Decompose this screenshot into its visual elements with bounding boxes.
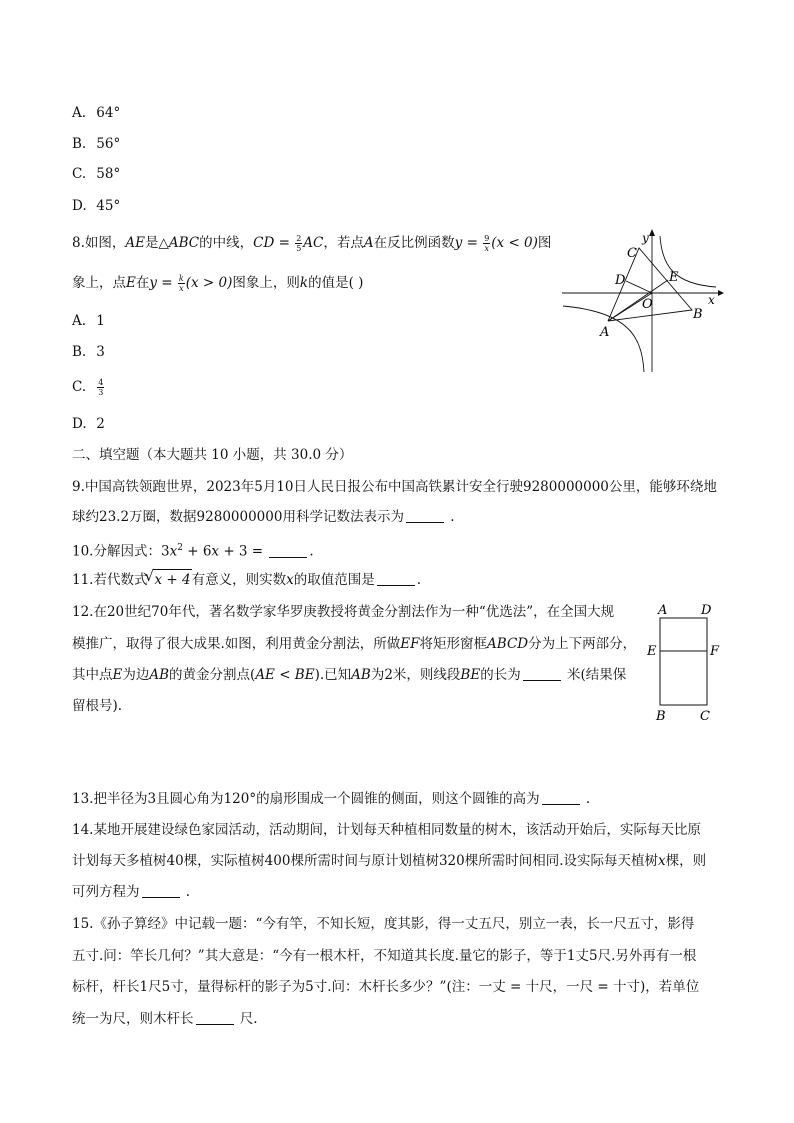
option-label: B. xyxy=(72,344,87,360)
text: ，若点 xyxy=(323,235,364,251)
math: y xyxy=(149,275,157,291)
math: E xyxy=(112,667,123,683)
q8-figure xyxy=(560,226,730,374)
text: 尺. xyxy=(239,1011,258,1027)
label-b: B xyxy=(693,307,703,322)
q9-line-2 xyxy=(72,507,455,527)
q8-option-c xyxy=(72,377,105,397)
triangle-symbol: △ xyxy=(158,235,169,251)
math: AE < BE xyxy=(255,667,315,683)
answer-blank[interactable] xyxy=(269,543,307,558)
fraction xyxy=(178,274,185,293)
denominator: x xyxy=(179,284,184,293)
math: ABC xyxy=(168,235,200,251)
math: EF xyxy=(400,636,420,652)
text: 米(结果保 xyxy=(567,667,627,683)
q14-line-3 xyxy=(72,882,190,902)
q15-line-2: 五寸.问：竿长几何？”其大意是：“今有一根木杆，不知道其长度.量它的影子，等于1丈5尺.另外再有一根 xyxy=(72,948,697,964)
q13-line xyxy=(72,789,590,809)
text: 图 xyxy=(537,235,552,251)
q15-line-4 xyxy=(72,1009,258,1029)
answer-blank[interactable] xyxy=(142,883,180,898)
text: . xyxy=(309,543,314,560)
text: 统一为尺，则木杆长 xyxy=(72,1011,194,1027)
q12-line-2 xyxy=(72,634,636,654)
text: 模推广，取得了很大成果.如图，利用黄金分割法，所做 xyxy=(72,636,401,652)
q8-line-1 xyxy=(72,233,551,253)
option-label: A. xyxy=(72,313,87,329)
sqrt-icon: √ xyxy=(144,567,155,585)
text: 将矩形窗框 xyxy=(419,636,488,652)
math: AE xyxy=(125,235,145,251)
math: (x > 0) xyxy=(185,275,233,291)
text: 13.把半径为3且圆心角为120°的扇形围成一个圆锥的侧面，则这个圆锥的高为 xyxy=(72,791,540,807)
q7-option-c xyxy=(72,164,120,184)
segment-do xyxy=(626,281,652,293)
label-y: y xyxy=(642,231,649,245)
numerator: 9 xyxy=(484,234,490,243)
text: 10.分解因式：3 xyxy=(72,543,170,560)
text: 在反比例函数 xyxy=(373,235,455,251)
text: 的黄金分割点( xyxy=(169,667,256,683)
fraction xyxy=(295,234,302,253)
q7-option-b xyxy=(72,134,120,154)
radicand: x + 4 xyxy=(154,572,191,588)
q12-line-1: 12.在20世纪70年代，著名数学家华罗庚教授将黄金分割法作为一种“优选法”，在全国大规 xyxy=(72,604,615,620)
option-text: 64° xyxy=(96,105,121,121)
q14-line-2 xyxy=(72,851,706,871)
label-c: C xyxy=(627,246,637,261)
fraction xyxy=(483,234,490,253)
option-label: D. xyxy=(72,198,87,214)
text: 球约23.2万圈，数据9280000000用科学记数法表示为 xyxy=(72,509,404,525)
label-f: F xyxy=(710,644,720,659)
option-label: A. xyxy=(72,105,87,121)
q14-line-1: 14.某地开展建设绿色家园活动，活动期间，计划每天种植相同数量的树木，该活动开始后，实际每天比原 xyxy=(72,822,701,838)
math: A xyxy=(363,235,374,251)
text: 是 xyxy=(145,235,159,251)
label-b: B xyxy=(656,709,666,724)
numerator: 2 xyxy=(296,234,302,243)
label-e: E xyxy=(669,270,679,285)
text: 象上，点 xyxy=(72,275,126,291)
text: 在 xyxy=(135,275,150,291)
text: 图象上，则 xyxy=(232,275,300,291)
q7-option-d xyxy=(72,196,120,216)
label-e: E xyxy=(647,644,657,659)
label-a: A xyxy=(600,325,610,340)
text: 为边 xyxy=(122,667,150,683)
text: 的长为 xyxy=(480,667,521,683)
label-d: D xyxy=(701,603,712,618)
math: AB xyxy=(149,667,170,683)
label-x: x xyxy=(708,293,715,307)
option-label: B. xyxy=(72,136,87,152)
text: ).已知 xyxy=(314,667,352,683)
text: 的中线， xyxy=(199,235,254,251)
text: 11.若代数式 xyxy=(72,572,148,588)
math: BE xyxy=(460,667,481,683)
fraction xyxy=(97,378,104,397)
text: 计划每天多植树40棵，实际植树400棵所需时间与原计划植树320棵所需时间相同.设实际每天植树 xyxy=(72,853,659,869)
option-text: 2 xyxy=(96,416,105,432)
math: x xyxy=(169,543,178,560)
text: 为2米，则线段 xyxy=(370,667,461,683)
q15-line-3: 标杆，杆长1尺5寸，量得标杆的影子为5寸.问：木杆长多少？”(注：一丈 = 十尺，一尺 = 十寸)，若单位 xyxy=(72,979,700,995)
math: E xyxy=(126,275,136,291)
math: k xyxy=(299,275,309,291)
math: ABCD xyxy=(487,636,529,652)
label-a: A xyxy=(658,603,668,618)
q12-line-3 xyxy=(72,665,626,685)
denominator: 3 xyxy=(98,388,104,397)
label-o: O xyxy=(642,297,653,312)
answer-blank[interactable] xyxy=(196,1010,234,1025)
label-c: C xyxy=(700,709,710,724)
option-text: 45° xyxy=(96,198,121,214)
answer-blank[interactable] xyxy=(542,790,580,805)
math: + 6 xyxy=(182,543,212,560)
section-heading: 二、填空题（本大题共 10 小题，共 30.0 分） xyxy=(72,447,353,463)
text: 其中点 xyxy=(72,667,113,683)
text: . xyxy=(585,791,591,807)
x-axis-arrow xyxy=(718,290,724,296)
answer-blank[interactable] xyxy=(406,508,444,523)
math: = xyxy=(462,235,483,251)
sqrt xyxy=(144,567,191,590)
math: + 3 = xyxy=(219,543,268,560)
math: y xyxy=(454,235,463,251)
text: 如图， xyxy=(84,235,126,251)
option-label: C. xyxy=(72,379,87,395)
q8-option-d xyxy=(72,414,105,434)
q8-option-b xyxy=(72,342,105,362)
q12-figure xyxy=(644,600,724,725)
text: . xyxy=(185,884,191,900)
math: AB xyxy=(351,667,371,683)
text: 的取值范围是 xyxy=(293,572,375,588)
math: x xyxy=(211,543,220,560)
y-axis-arrow xyxy=(649,229,655,236)
math: (x < 0) xyxy=(491,235,538,251)
exponent: 2 xyxy=(177,543,183,553)
answer-blank[interactable] xyxy=(523,666,561,681)
text: 有意义，则实数 xyxy=(191,572,287,588)
option-label: C. xyxy=(72,166,87,182)
option-text: 1 xyxy=(96,313,105,329)
denominator: 5 xyxy=(296,244,302,253)
q12-line-4: 留根号). xyxy=(72,698,123,714)
math: = xyxy=(274,235,295,251)
denominator: x xyxy=(484,244,489,253)
label-d: D xyxy=(615,273,626,288)
math: x xyxy=(286,572,294,588)
numerator: k xyxy=(178,274,184,283)
option-text: 58° xyxy=(96,166,121,182)
text: 可列方程为 xyxy=(72,884,140,900)
math: AC xyxy=(303,235,324,251)
text: 的值是( ) xyxy=(308,275,364,291)
answer-blank[interactable] xyxy=(377,571,415,586)
q7-option-a xyxy=(72,103,120,123)
text: 棵，则 xyxy=(665,853,707,869)
q8-option-a xyxy=(72,311,105,331)
option-text: 3 xyxy=(96,344,105,360)
q10-line xyxy=(72,538,314,562)
numerator: 4 xyxy=(98,378,104,387)
option-label: D. xyxy=(72,416,87,432)
option-text: 56° xyxy=(96,136,121,152)
math: = xyxy=(157,275,177,291)
text: . xyxy=(450,509,455,525)
q11-line xyxy=(72,569,421,590)
q8-line-2 xyxy=(72,273,363,293)
q9-line-1: 9.中国高铁领跑世界，2023年5月10日人民日报公布中国高铁累计安全行驶9280000000公里，能够环绕地 xyxy=(72,479,717,495)
window-frame xyxy=(660,618,707,705)
q15-line-1: 15.《孙子算经》中记载一题：“今有竿，不知长短，度其影，得一丈五尺，别立一表，长一尺五寸，影得 xyxy=(72,916,695,932)
text: 分为上下两部分， xyxy=(528,636,637,652)
math: x xyxy=(658,853,666,869)
math: CD xyxy=(253,235,275,251)
text: . xyxy=(416,572,422,588)
question-number: 8. xyxy=(72,235,85,251)
